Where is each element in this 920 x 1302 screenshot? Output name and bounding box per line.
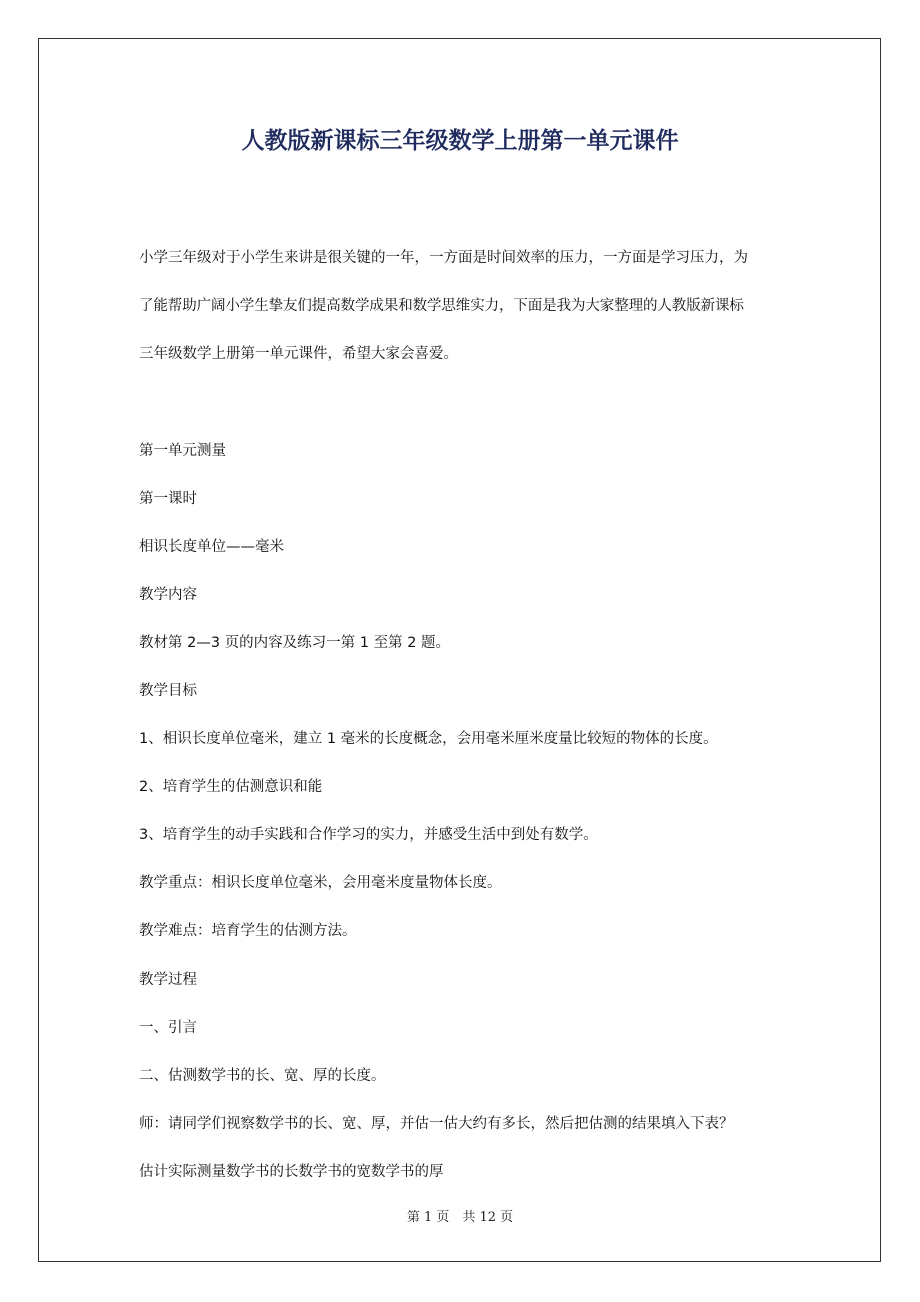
step-2: 二、估测数学书的长、宽、厚的长度。 [139,1068,386,1084]
intro-line-1: 小学三年级对于小学生来讲是很关键的一年，一方面是时间效率的压力，一方面是学习压力，为 [139,250,748,266]
intro-line-3: 三年级数学上册第一单元课件，希望大家会喜爱。 [139,346,458,362]
page-number: 第 1 页 共 12 页 [406,1210,514,1225]
step-1: 一、引言 [139,1020,197,1036]
section-goals-label: 教学目标 [139,683,197,699]
document-title: 人教版新课标三年级数学上册第一单元课件 [241,128,679,154]
lesson-topic: 相识长度单位——毫米 [139,539,284,555]
section-content-label: 教学内容 [139,587,197,603]
key-point: 教学重点：相识长度单位毫米，会用毫米度量物体长度。 [139,875,502,891]
teacher-instruction: 师：请同学们视察数学书的长、宽、厚，并估一估大约有多长，然后把估测的结果填入下表？ [139,1116,734,1132]
goal-1: 1、相识长度单位毫米，建立 1 毫米的长度概念，会用毫米厘米度量比较短的物体的长度。 [139,731,718,747]
difficult-point: 教学难点：培育学生的估测方法。 [139,923,357,939]
goal-2: 2、培育学生的估测意识和能 [139,779,323,795]
intro-line-2: 了能帮助广阔小学生挚友们提高数学成果和数学思维实力，下面是我为大家整理的人教版新课标 [139,298,744,314]
content-text: 教材第 2—3 页的内容及练习一第 1 至第 2 题。 [139,635,451,651]
goal-3: 3、培育学生的动手实践和合作学习的实力，并感受生活中到处有数学。 [139,827,598,843]
unit-heading: 第一单元测量 [139,443,226,459]
lesson-heading: 第一课时 [139,491,197,507]
section-process-label: 教学过程 [139,972,197,988]
table-header-text: 估计实际测量数学书的长数学书的宽数学书的厚 [139,1164,444,1180]
